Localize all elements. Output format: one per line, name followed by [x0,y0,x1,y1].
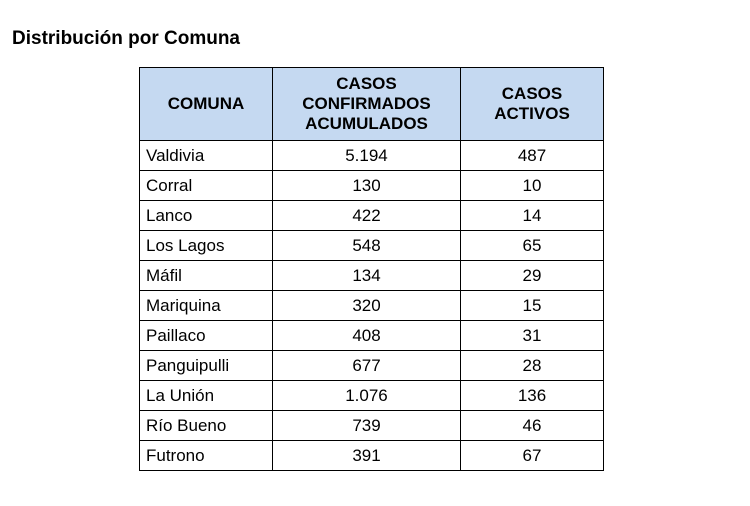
cell-casos-confirmados: 391 [273,441,461,471]
cell-comuna: Valdivia [140,141,273,171]
table-row [140,291,604,321]
cell-casos-confirmados: 1.076 [273,381,461,411]
page-title: Distribución por Comuna [12,28,240,49]
cell-comuna: Corral [140,171,273,201]
header-comuna: COMUNA [140,68,273,141]
cell-casos-activos: 136 [461,381,604,411]
cell-casos-confirmados: 677 [273,351,461,381]
cell-casos-confirmados: 739 [273,411,461,441]
cell-casos-confirmados: 408 [273,321,461,351]
table-row [140,201,604,231]
header-casos-confirmados-acumulados: CASOS CONFIRMADOS ACUMULADOS [273,68,461,141]
cell-casos-activos: 10 [461,171,604,201]
header-casos-activos: CASOS ACTIVOS [461,68,604,141]
cell-casos-confirmados: 422 [273,201,461,231]
table-row [140,261,604,291]
cell-comuna: La Unión [140,381,273,411]
cell-casos-activos: 15 [461,291,604,321]
table-row [140,141,604,171]
cell-casos-activos: 487 [461,141,604,171]
cell-comuna: Máfil [140,261,273,291]
table-row [140,321,604,351]
cell-casos-activos: 65 [461,231,604,261]
table-row [140,411,604,441]
cell-comuna: Futrono [140,441,273,471]
table-row [140,171,604,201]
cell-casos-confirmados: 548 [273,231,461,261]
cell-casos-activos: 28 [461,351,604,381]
cell-casos-confirmados: 320 [273,291,461,321]
cell-comuna: Mariquina [140,291,273,321]
table-row [140,231,604,261]
cell-comuna: Río Bueno [140,411,273,441]
cell-casos-activos: 14 [461,201,604,231]
cell-casos-activos: 46 [461,411,604,441]
cell-casos-confirmados: 5.194 [273,141,461,171]
cell-casos-activos: 67 [461,441,604,471]
cell-casos-activos: 29 [461,261,604,291]
table-row [140,441,604,471]
table-row [140,351,604,381]
cell-casos-confirmados: 130 [273,171,461,201]
cell-comuna: Paillaco [140,321,273,351]
cell-casos-activos: 31 [461,321,604,351]
cell-comuna: Los Lagos [140,231,273,261]
cell-casos-confirmados: 134 [273,261,461,291]
cell-comuna: Panguipulli [140,351,273,381]
table-header-row [140,68,604,141]
cell-comuna: Lanco [140,201,273,231]
table-row [140,381,604,411]
comuna-table [139,67,604,471]
